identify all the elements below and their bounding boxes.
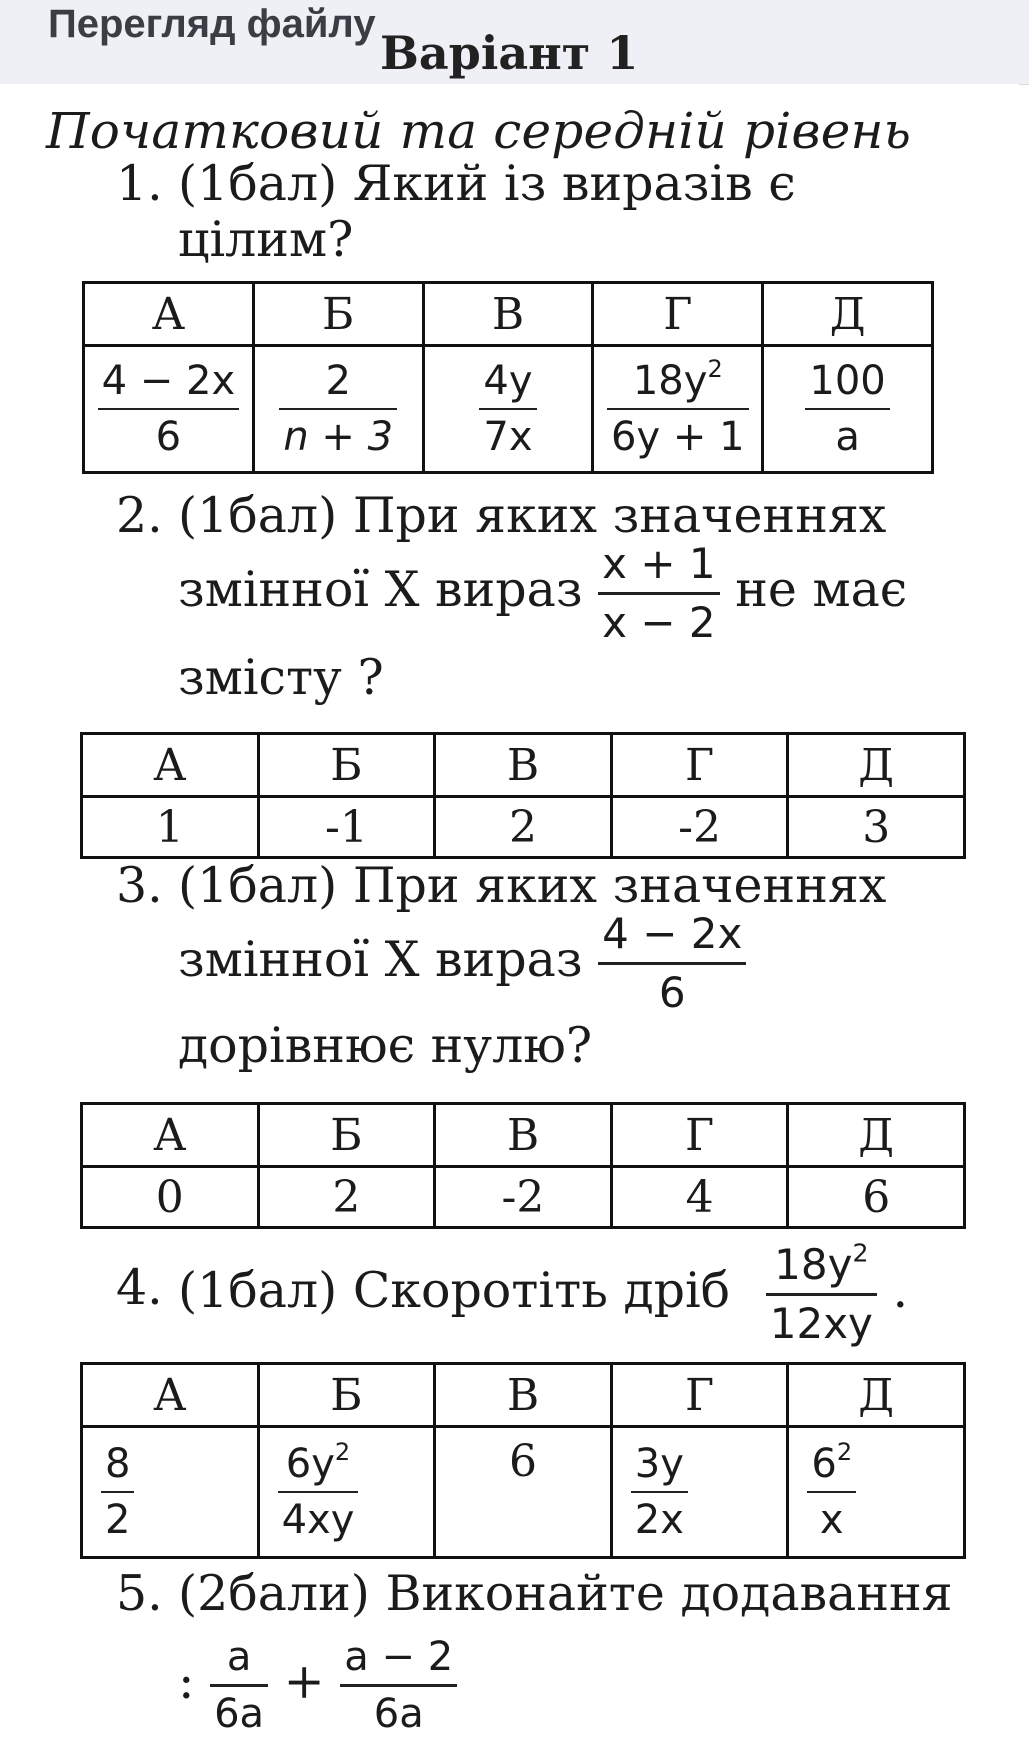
question-text: (1бал) Який із виразів є [178, 155, 796, 212]
question-expression: : $\frac{a}{6a}$ + $\frac{a - 2}{6a}$ [178, 1622, 457, 1742]
answer-option: 3 [788, 797, 965, 858]
question-5 [116, 1564, 996, 1754]
answer-option: 2 [435, 797, 612, 858]
variant-title-fragment: Варіант 1 [380, 26, 639, 80]
answer-header: Г [593, 283, 763, 346]
question-number: 2. [116, 487, 163, 544]
answer-option: $\frac{100}{a}$ [763, 346, 933, 473]
answer-header: Б [258, 1104, 435, 1167]
answer-header: Б [258, 734, 435, 797]
question-number: 4. [116, 1259, 163, 1316]
answer-option: -1 [258, 797, 435, 858]
answer-option: $\frac{4y}{7x}$ [423, 346, 593, 473]
answer-option: $\frac{18y^2}{6y + 1}$ [593, 346, 763, 473]
header-title: Перегляд файлу [48, 2, 376, 46]
answer-table-3 [80, 1102, 966, 1229]
answer-table-4 [80, 1362, 966, 1559]
answer-header: А [82, 734, 259, 797]
answer-option: $\frac{3y}{2x}$ [611, 1427, 788, 1558]
level-heading: Початковий та середній рівень [46, 102, 912, 160]
answer-header: Д [763, 283, 933, 346]
answer-header: Д [788, 1104, 965, 1167]
question-4 [116, 1236, 996, 1356]
answer-option: $\frac{6^2}{x}$ [788, 1427, 965, 1558]
question-text: змінної Х вираз $\frac{4 - 2x}{6}$ [178, 900, 746, 1020]
answer-header: А [82, 1104, 259, 1167]
answer-header: Г [611, 734, 788, 797]
answer-header: Б [258, 1364, 435, 1427]
question-text: (2бали) Виконайте додавання [178, 1565, 953, 1622]
answer-header: Б [253, 283, 423, 346]
question-text: (1бал) При яких значеннях [178, 487, 887, 544]
expression-fraction: $\frac{x + 1}{x - 2}$ [598, 542, 719, 645]
answer-option: $\frac{6y^2}{4xy}$ [258, 1427, 435, 1558]
answer-option: 6 [435, 1427, 612, 1558]
question-text: дорівнює нулю? [178, 1017, 593, 1074]
answer-option: $\frac{8}{2}$ [82, 1427, 259, 1558]
answer-header: В [423, 283, 593, 346]
answer-header: А [82, 1364, 259, 1427]
question-3 [116, 856, 996, 1096]
answer-header: Г [611, 1104, 788, 1167]
answer-table-2 [80, 732, 966, 859]
expression-fraction: $\frac{4 - 2x}{6}$ [598, 912, 746, 1015]
answer-option: -2 [611, 797, 788, 858]
answer-option: -2 [435, 1167, 612, 1228]
question-1 [116, 154, 976, 284]
answer-header: Д [788, 1364, 965, 1427]
answer-header: В [435, 1104, 612, 1167]
document-page [0, 26, 1019, 1764]
question-number: 5. [116, 1565, 163, 1622]
answer-header: Д [788, 734, 965, 797]
answer-option: 6 [788, 1167, 965, 1228]
answer-header: А [84, 283, 254, 346]
answer-option: 4 [611, 1167, 788, 1228]
question-text: (1бал) Скоротіть дріб $\frac{18y^2}{12xy}$ . [178, 1238, 909, 1348]
question-text: змінної Х вираз $\frac{x + 1}{x - 2}$ не має [178, 538, 908, 647]
question-number: 1. [116, 155, 163, 212]
question-2 [116, 486, 996, 726]
answer-option: 0 [82, 1167, 259, 1228]
answer-option: $\frac{2}{n + 3}$ [253, 346, 423, 473]
question-text: змісту ? [178, 649, 384, 706]
answer-header: В [435, 1364, 612, 1427]
answer-option: $\frac{4 - 2x}{6}$ [84, 346, 254, 473]
answer-table-1 [82, 281, 934, 474]
answer-header: В [435, 734, 612, 797]
question-number: 3. [116, 857, 163, 914]
expression-fraction: $\frac{18y^2}{12xy}$ [766, 1243, 877, 1346]
answer-option: 1 [82, 797, 259, 858]
answer-header: Г [611, 1364, 788, 1427]
question-text: цілим? [178, 211, 354, 268]
question-text: (1бал) При яких значеннях [178, 857, 887, 914]
answer-option: 2 [258, 1167, 435, 1228]
